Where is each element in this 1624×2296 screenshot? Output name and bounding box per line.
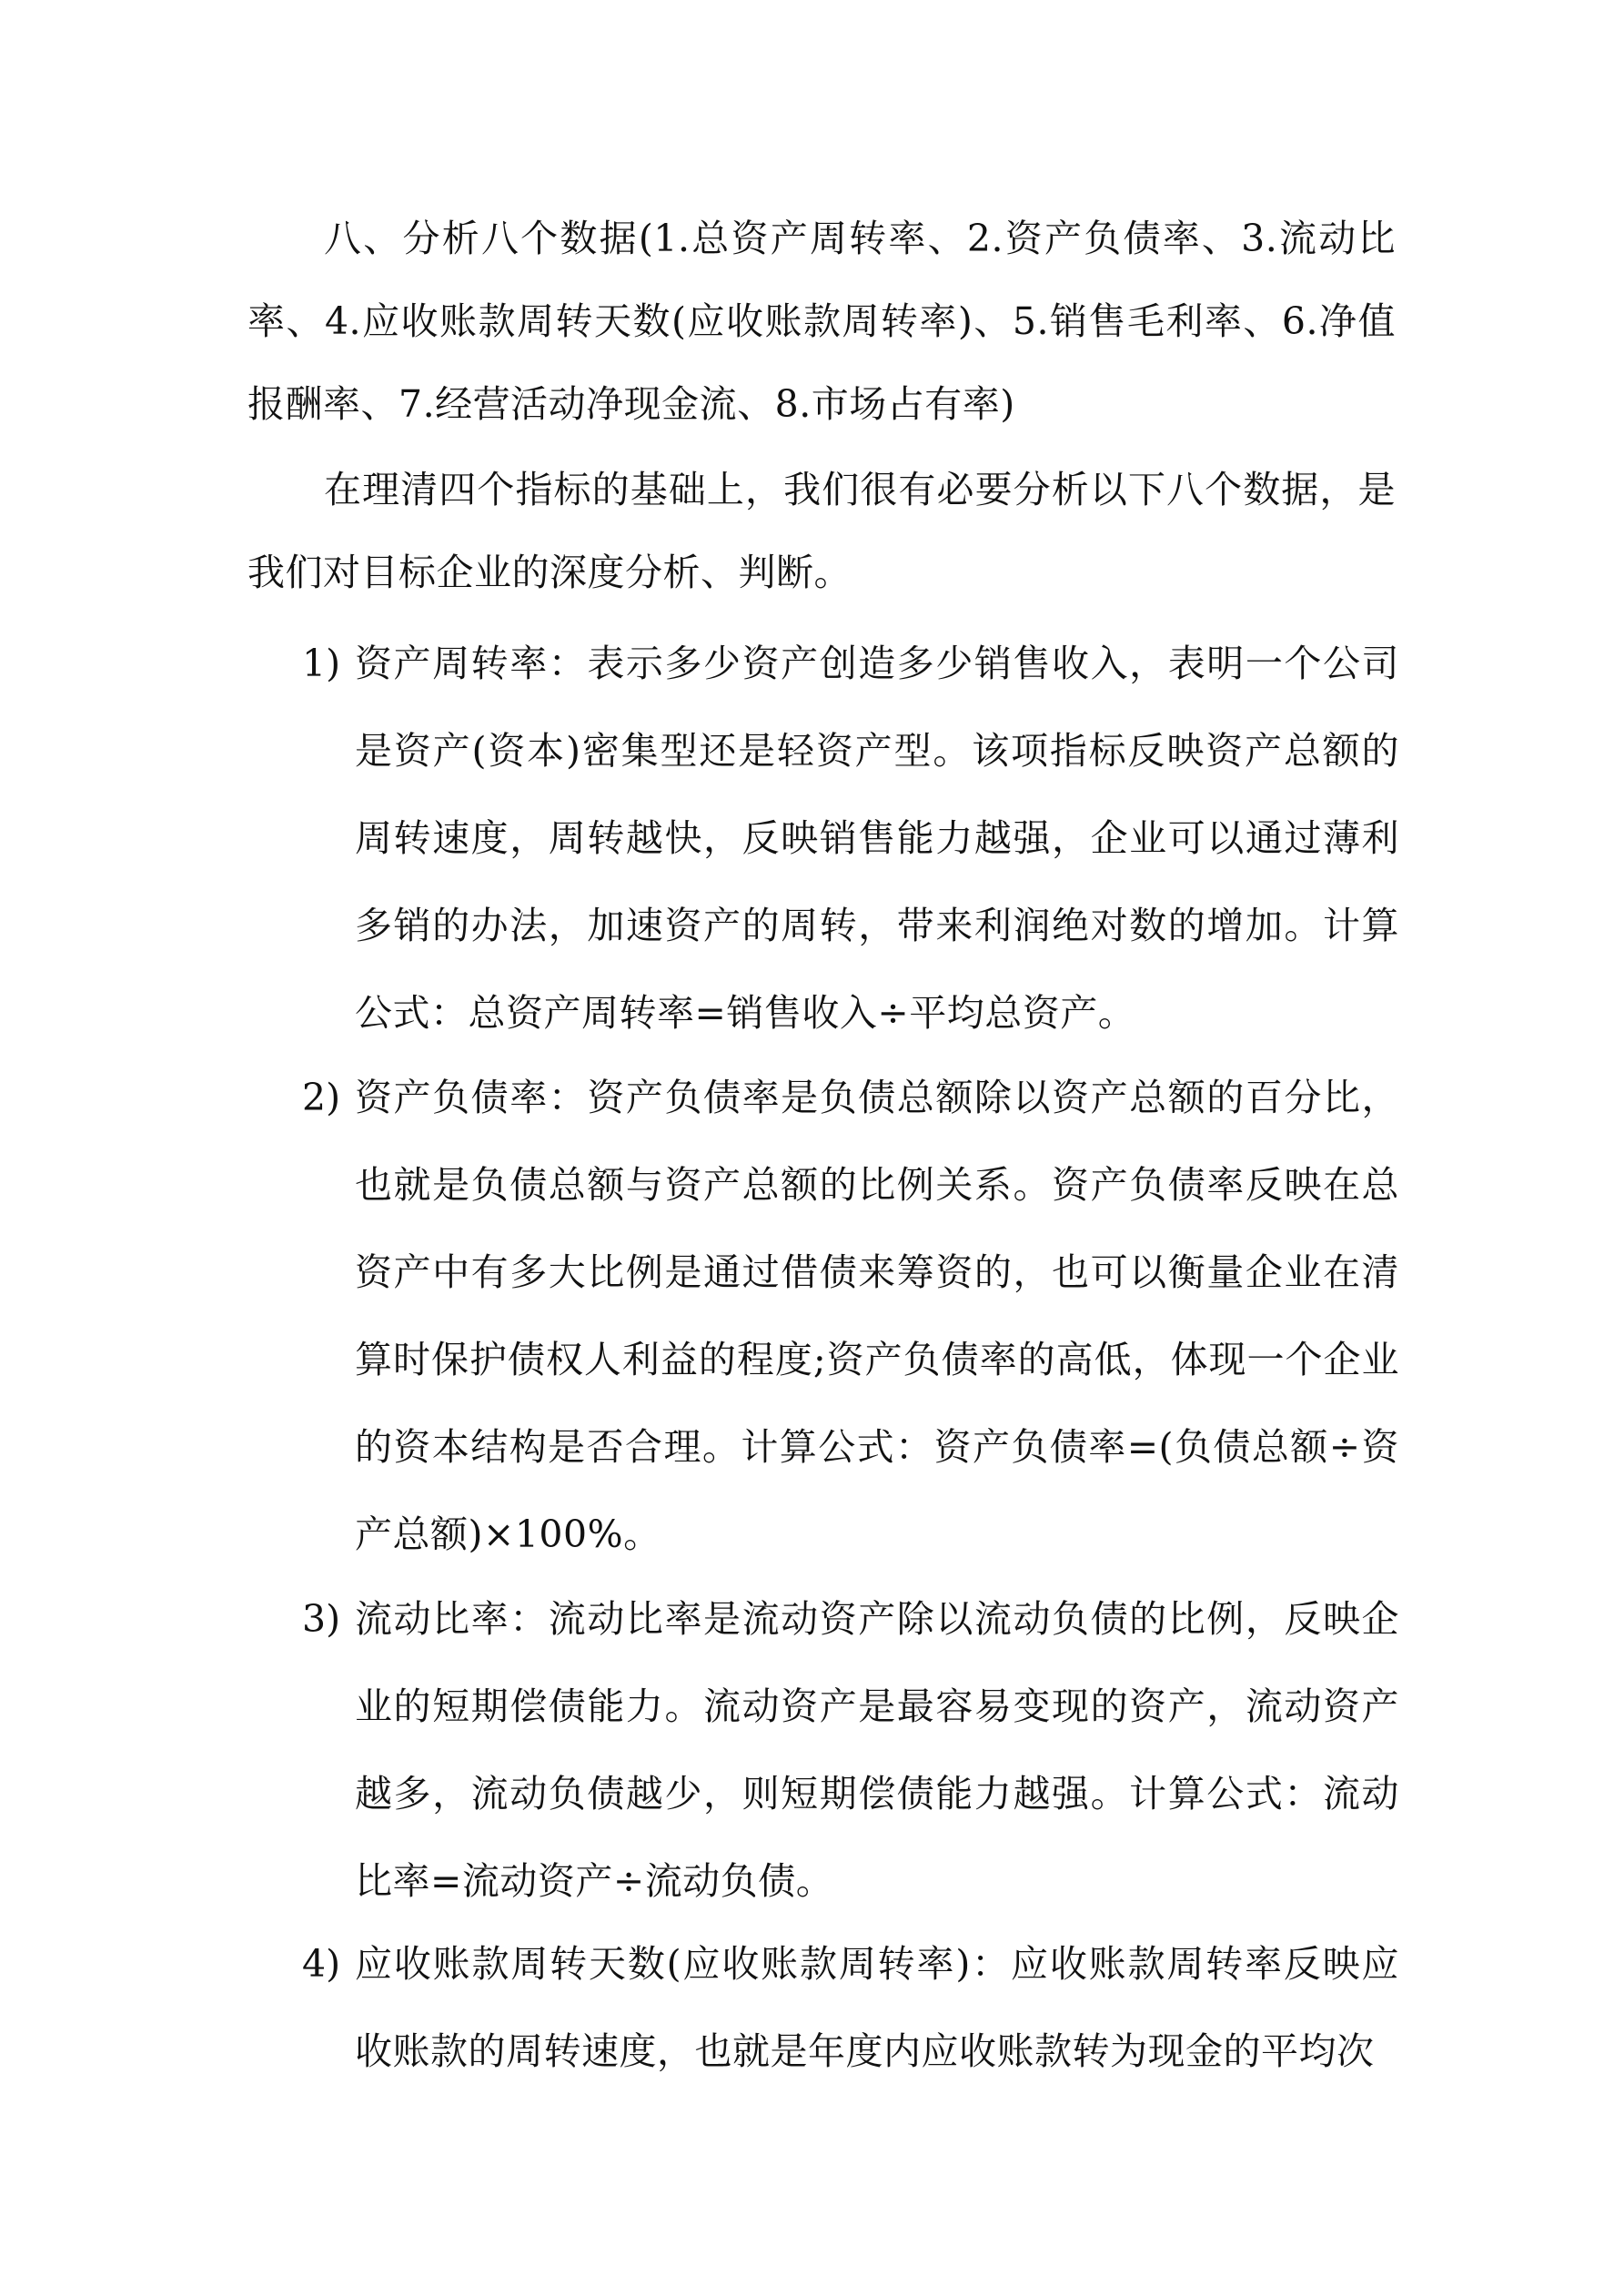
list-item-number: 4) (302, 1942, 341, 1986)
list-item-number: 1) (302, 642, 341, 685)
list-item-text: 资产周转率：表示多少资产创造多少销售收入，表明一个公司是资产(资本)密集型还是轻资产型。该项指标反映资产总额的周转速度，周转越快，反映销售能力越强，企业可以通过薄利多销的办法，加速资产的周转，带来利润绝对数的增加。计算公式：总资产周转率=销售收入÷平均总资产。 (355, 642, 1399, 1035)
list-item-receivables-turnover (302, 1920, 1399, 2095)
list-item-current-ratio (302, 1575, 1399, 1925)
list-item-debt-ratio (302, 1054, 1399, 1578)
list-item-text: 应收账款周转天数(应收账款周转率)：应收账款周转率反映应收账款的周转速度，也就是年度内应收账款转为现金的平均次 (355, 1942, 1399, 2073)
list-item-number: 3) (302, 1597, 341, 1641)
list-item-number: 2) (302, 1076, 341, 1119)
list-item-asset-turnover (302, 620, 1399, 1057)
list-item-text: 流动比率：流动比率是流动资产除以流动负债的比例，反映企业的短期偿债能力。流动资产是最容易变现的资产，流动资产越多，流动负债越少，则短期偿债能力越强。计算公式：流动比率=流动资产÷流动负债。 (355, 1597, 1399, 1903)
list-item-text: 资产负债率：资产负债率是负债总额除以资产总额的百分比，也就是负债总额与资产总额的比例关系。资产负债率反映在总资产中有多大比例是通过借债来筹资的，也可以衡量企业在清算时保护债权人利益的程度;资产负债率的高低，体现一个企业的资本结构是否合理。计算公式：资产负债率=(负债总额÷资产总额)×100%。 (355, 1076, 1399, 1556)
section-heading-paragraph: 八、分析八个数据(1.总资产周转率、2.资产负债率、3.流动比率、4.应收账款周转天数(应收账款周转率)、5.销售毛利率、6.净值报酬率、7.经营活动净现金流、8.市场占有率) (247, 217, 1396, 426)
intro-paragraph: 在理清四个指标的基础上，我们很有必要分析以下八个数据，是我们对目标企业的深度分析、判断。 (247, 468, 1396, 594)
